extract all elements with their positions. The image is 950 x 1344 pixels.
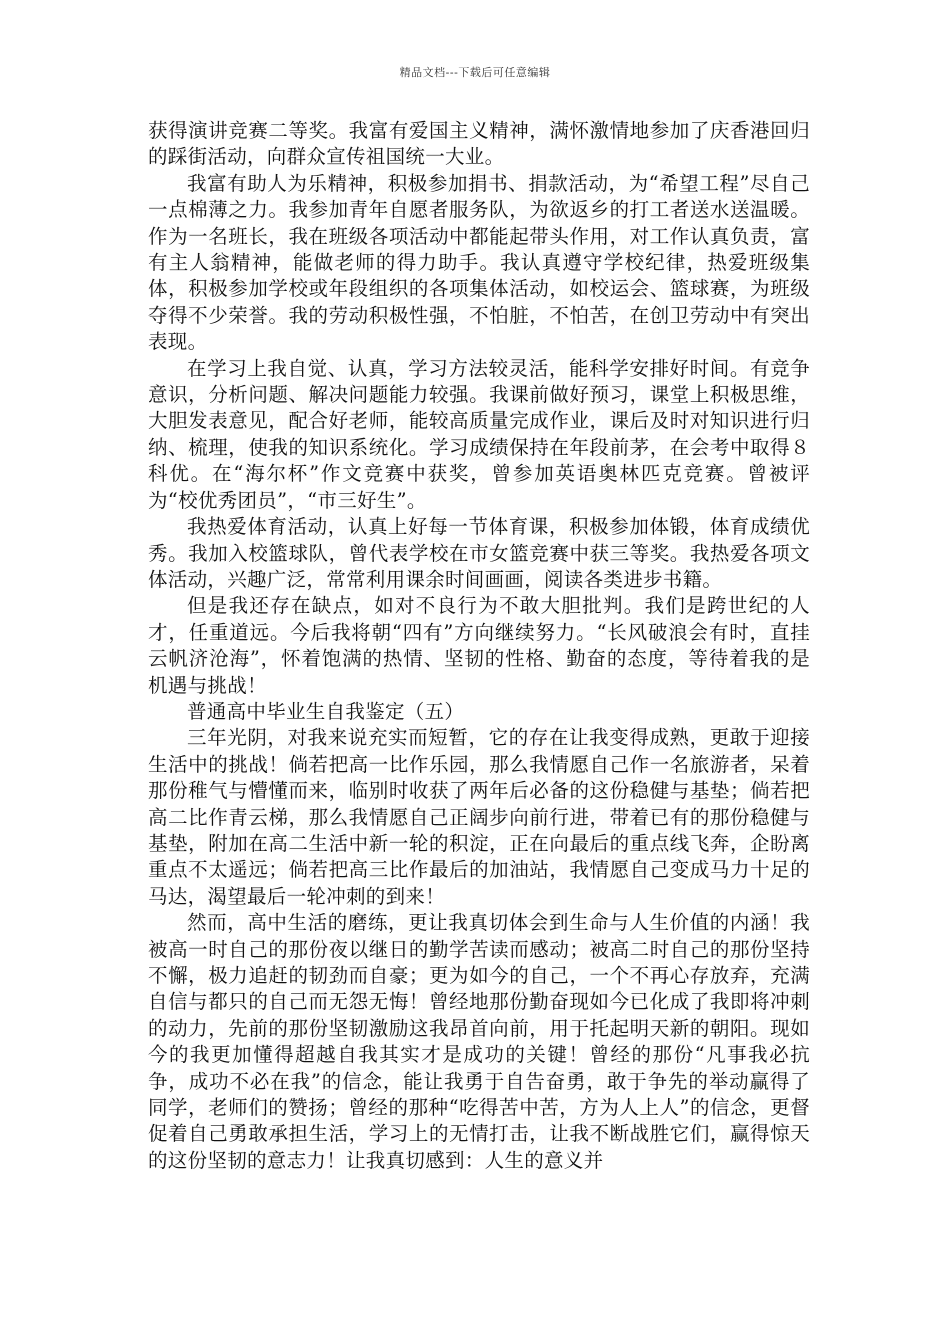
section-heading: 普通高中毕业生自我鉴定（五） (187, 699, 465, 723)
document-body (148, 118, 810, 1174)
paragraph-6: 三年光阴，对我来说充实而短暂，它的存在让我变得成熟，更敢于迎接生活中的挑战！倘若把高一比作乐园，那么我情愿自己作一名旅游者，呆着那份稚气与懵懂而来，临别时收获了两年后必备的这份稳健与基垫；倘若把高二比作青云梯，那么我情愿自己正阔步向前行进，带着已有的那份稳健与基垫，附加在高二生活中新一轮的积淀，正在向最后的重点线飞奔，企盼离重点不太遥远；倘若把高三比作最后的加油站，我情愿自己变成马力十足的马达，渴望最后一轮冲刺的到来！ (148, 726, 810, 908)
paragraph-1: 获得演讲竞赛二等奖。我富有爱国主义精神，满怀激情地参加了庆香港回归的踩街活动，向群众宣传祖国统一大业。 (148, 119, 810, 169)
paragraph-7: 然而，高中生活的磨练，更让我真切体会到生命与人生价值的内涵！我被高一时自己的那份夜以继日的勤学苦读而感动；被高二时自己的那份坚持不懈，极力追赶的韧劲而自豪；更为如今的自己，一个不再心存放弃，充满自信与都只的自己而无怨无悔！曾经地那份勤奋现如今已化成了我即将冲刺的动力，先前的那份坚韧激励这我昂首向前，用于托起明天新的朝阳。现如今的我更加懂得超越自我其实才是成功的关键！曾经的那份“凡事我必抗争，成功不必在我”的信念，能让我勇于自告奋勇，敢于争先的举动赢得了同学，老师们的赞扬；曾经的那种“吃得苦中苦，方为人上人”的信念，更督促着自己勇敢承担生活，学习上的无情打击，让我不断战胜它们，赢得惊天的这份坚韧的意志力！让我真切感到：人生的意义并 (148, 911, 810, 1172)
paragraph-2: 我富有助人为乐精神，积极参加捐书、捐款活动，为“希望工程”尽自己一点棉薄之力。我参加青年自愿者服务队，为欲返乡的打工者送水送温暖。作为一名班长，我在班级各项活动中都能起带头作用，对工作认真负责，富有主人翁精神，能做老师的得力助手。我认真遵守学校纪律，热爱班级集体，积极参加学校或年段组织的各项集体活动，如校运会、篮球赛，为班级夺得不少荣誉。我的劳动积极性强，不怕脏，不怕苦，在创卫劳动中有突出表现。 (148, 171, 810, 354)
paragraph-5: 但是我还存在缺点，如对不良行为不敢大胆批判。我们是跨世纪的人才，任重道远。今后我将朝“四有”方向继续努力。“长风破浪会有时，直挂云帆济沧海”，怀着饱满的热情、坚韧的性格、勤奋的态度，等待着我的是机遇与挑战！ (148, 594, 810, 697)
paragraph-4: 我热爱体育活动，认真上好每一节体育课，积极参加体锻，体育成绩优秀。我加入校篮球队，曾代表学校在市女篮竞赛中获三等奖。我热爱各项文体活动，兴趣广泛，常常利用课余时间画画，阅读各类进步书籍。 (148, 515, 810, 591)
page-header: 精品文档---下载后可任意编辑 (399, 66, 551, 79)
paragraph-3: 在学习上我自觉、认真，学习方法较灵活，能科学安排好时间。有竞争意识，分析问题、解决问题能力较强。我课前做好预习，课堂上积极思维，大胆发表意见，配合好老师，能较高质量完成作业，课后及时对知识进行归纳、梳理，使我的知识系统化。学习成绩保持在年段前茅，在会考中取得８科优。在“海尔杯”作文竞赛中获奖，曾参加英语奥林匹克竞赛。曾被评为“校优秀团员”，“市三好生”。 (148, 356, 810, 512)
